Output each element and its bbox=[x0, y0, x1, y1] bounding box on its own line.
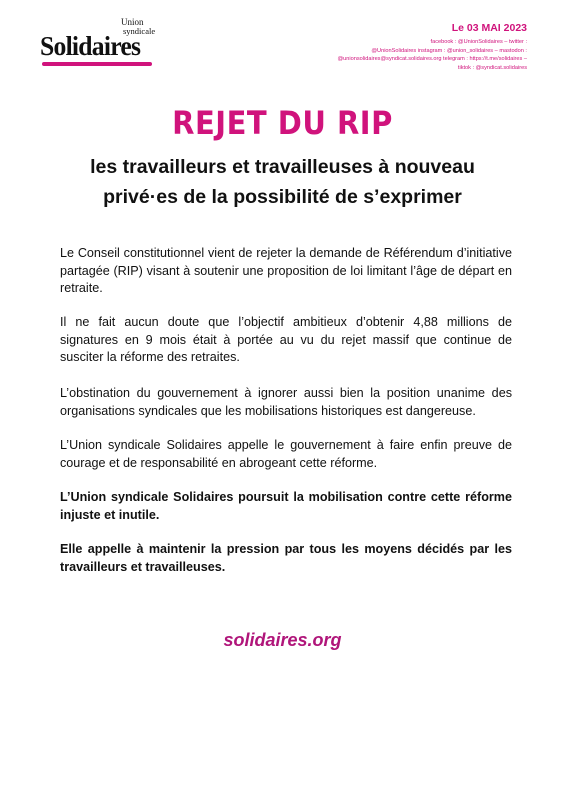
logo-union-text: Union bbox=[121, 17, 144, 27]
logo-underline bbox=[42, 62, 152, 66]
social-links bbox=[227, 38, 527, 73]
document-subtitle bbox=[20, 152, 545, 212]
solidaires-logo bbox=[40, 16, 160, 72]
document-date: Le 03 MAI 2023 bbox=[451, 22, 527, 34]
social-line: tiktok : @syndicat.solidaires bbox=[457, 65, 527, 72]
social-line: facebook : @UnionSolidaires – twitter : bbox=[430, 39, 527, 45]
paragraph-appeal: L’Union syndicale Solidaires appelle le gouvernement à faire enfin preuve de courage et de responsabilité en abrogeant cette réforme. bbox=[60, 438, 512, 470]
social-line: @unionsolidaires@syndicat.solidaires.org telegram : https://t.me/solidaires – bbox=[337, 56, 527, 63]
paragraph-mobilisation: L’Union syndicale Solidaires poursuit la mobilisation contre cette réforme injuste et inutile. bbox=[60, 490, 512, 522]
subtitle-line: les travailleurs et travailleuses à nouveau bbox=[90, 156, 475, 178]
footer-website: solidaires.org bbox=[223, 630, 342, 650]
logo-name: Solidaires bbox=[40, 31, 141, 61]
paragraph-pressure: Elle appelle à maintenir la pression par tous les moyens décidés par les travailleurs et travailleuses. bbox=[60, 542, 512, 574]
subtitle-line: privé·es de la possibilité de s’exprimer bbox=[103, 186, 462, 208]
paragraph-signatures: Il ne fait aucun doute que l’objectif ambitieux d’obtenir 4,88 millions de signatures en 9 mois était à portée au vu du rejet massif que continue de susciter la réforme des retraites. bbox=[60, 315, 512, 365]
document-title: REJET DU RIP bbox=[172, 104, 393, 142]
social-line: @UnionSolidaires instagram : @union_solidaires – mastodon : bbox=[371, 47, 527, 54]
paragraph-government-obstination: L’obstination du gouvernement à ignorer aussi bien la position unanime des organisations syndicales que les mobilisations historiques est dangereuse. bbox=[60, 386, 512, 418]
logo-syndicale-text: syndicale bbox=[123, 26, 156, 36]
paragraph-rip-rejection: Le Conseil constitutionnel vient de rejeter la demande de Référendum d’initiative partagée (RIP) visant à soutenir une proposition de loi limitant l’âge de départ en retraite. bbox=[60, 246, 512, 296]
